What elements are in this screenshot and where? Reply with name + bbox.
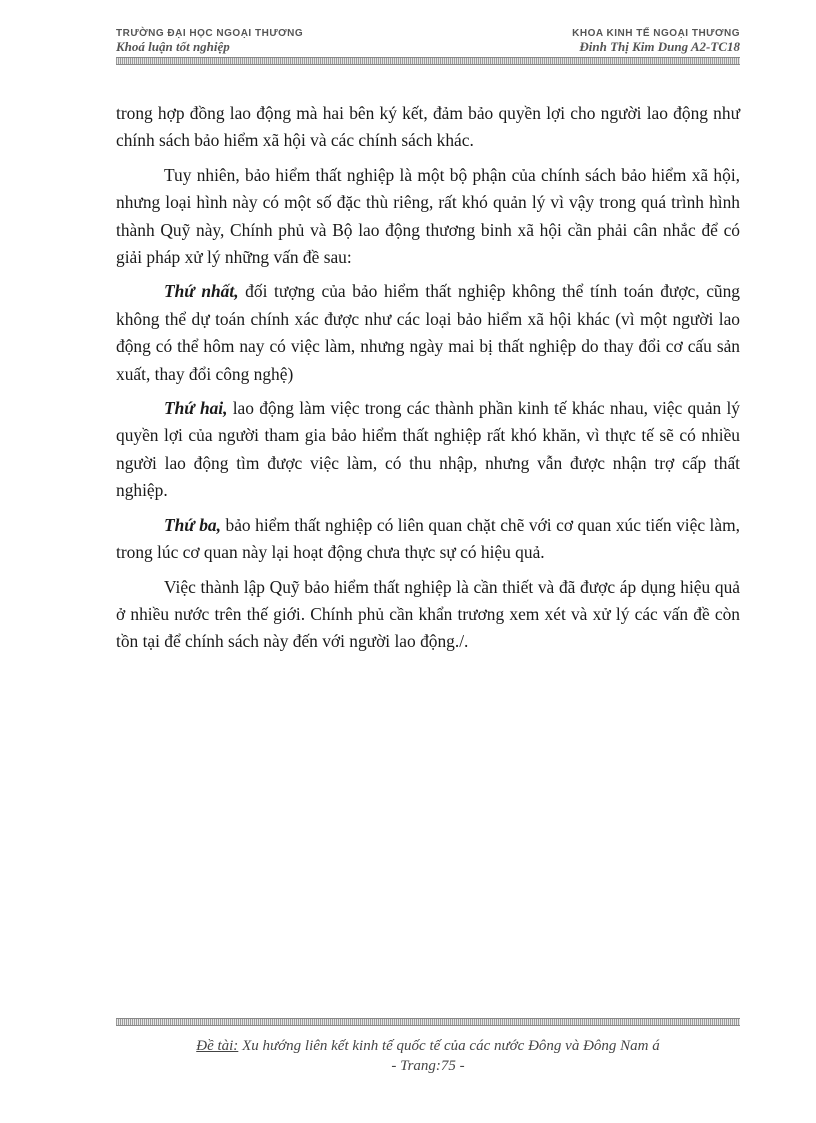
thesis-label: Khoá luận tốt nghiệp: [116, 39, 230, 54]
school-name: TRƯỜNG ĐẠI HỌC NGOẠI THƯƠNG: [116, 28, 304, 39]
document-body: [116, 100, 740, 663]
page-number: [116, 1058, 740, 1075]
page-suffix: -: [455, 1058, 465, 1074]
header-second-line: [116, 39, 740, 55]
paragraph-text: Tuy nhiên, bảo hiểm thất nghiệp là một bộ phận của chính sách bảo hiểm xã hội, nhưng loại hình này có một số đặc thù riêng, rất khó quản lý vì vậy trong quá trình hình thành Quỹ này, Chính phủ và Bộ lao động thương binh xã hội cần phải cân nhắc để có giải pháp xử lý những vấn đề sau:: [116, 164, 740, 268]
paragraph-text: bảo hiểm thất nghiệp có liên quan chặt chẽ với cơ quan xúc tiến việc làm, trong lúc cơ quan này lại hoạt động chưa thực sự có hiệu quả.: [116, 514, 740, 563]
paragraph-4: [116, 395, 740, 505]
paragraph-text: đối tượng của bảo hiểm thất nghiệp không thể tính toán được, cũng không thể dự toán chính xác được như các loại bảo hiểm xã hội khác (vì một người lao động có thể hôm nay có việc làm, nhưng ngày mai bị thất nghiệp do thay đổi cơ cấu sản xuất, thay đổi công nghệ): [116, 281, 741, 384]
paragraph-1: [116, 100, 740, 155]
paragraph-3: [116, 278, 740, 388]
topic-label: Đề tài:: [196, 1038, 239, 1054]
paragraph-5: [116, 512, 740, 567]
page-label: - Trang:: [391, 1058, 441, 1074]
footer-topic: [116, 1038, 740, 1055]
paragraph-lead: Thứ ba,: [164, 514, 221, 535]
author-name: Đinh Thị Kim Dung A2-TC18: [579, 39, 740, 54]
paragraph-lead: Thứ hai,: [164, 398, 228, 419]
paragraph-text: Việc thành lập Quỹ bảo hiểm thất nghiệp là cần thiết và đã được áp dụng hiệu quả ở nhiều nước trên thế giới. Chính phủ cần khẩn trương xem xét và xử lý các vấn đề còn tồn tại để chính sách này đến với người lao động./.: [116, 576, 740, 652]
page-number-value: 75: [440, 1058, 456, 1074]
footer-divider: [116, 1018, 740, 1026]
paragraph-lead: Thứ nhất,: [164, 281, 239, 302]
page-footer: [116, 1018, 740, 1078]
paragraph-2: [116, 162, 740, 272]
header-divider: [116, 57, 740, 65]
paragraph-text: lao động làm việc trong các thành phần kinh tế khác nhau, việc quản lý quyền lợi của người tham gia bảo hiểm thất nghiệp rất khó khăn, vì thực tế sẽ có nhiều người lao động tìm được việc làm, có thu nhập, nhưng vẫn được nhận trợ cấp thất nghiệp.: [116, 398, 741, 501]
faculty-name: KHOA KINH TẾ NGOẠI THƯƠNG: [572, 28, 740, 39]
page-header: [116, 26, 740, 66]
paragraph-text: trong hợp đồng lao động mà hai bên ký kết, đảm bảo quyền lợi cho người lao động như chính sách bảo hiểm xã hội và các chính sách khác.: [116, 103, 740, 151]
paragraph-6: [116, 574, 740, 656]
topic-text: Xu hướng liên kết kinh tế quốc tế của các nước Đông và Đông Nam á: [238, 1038, 660, 1054]
